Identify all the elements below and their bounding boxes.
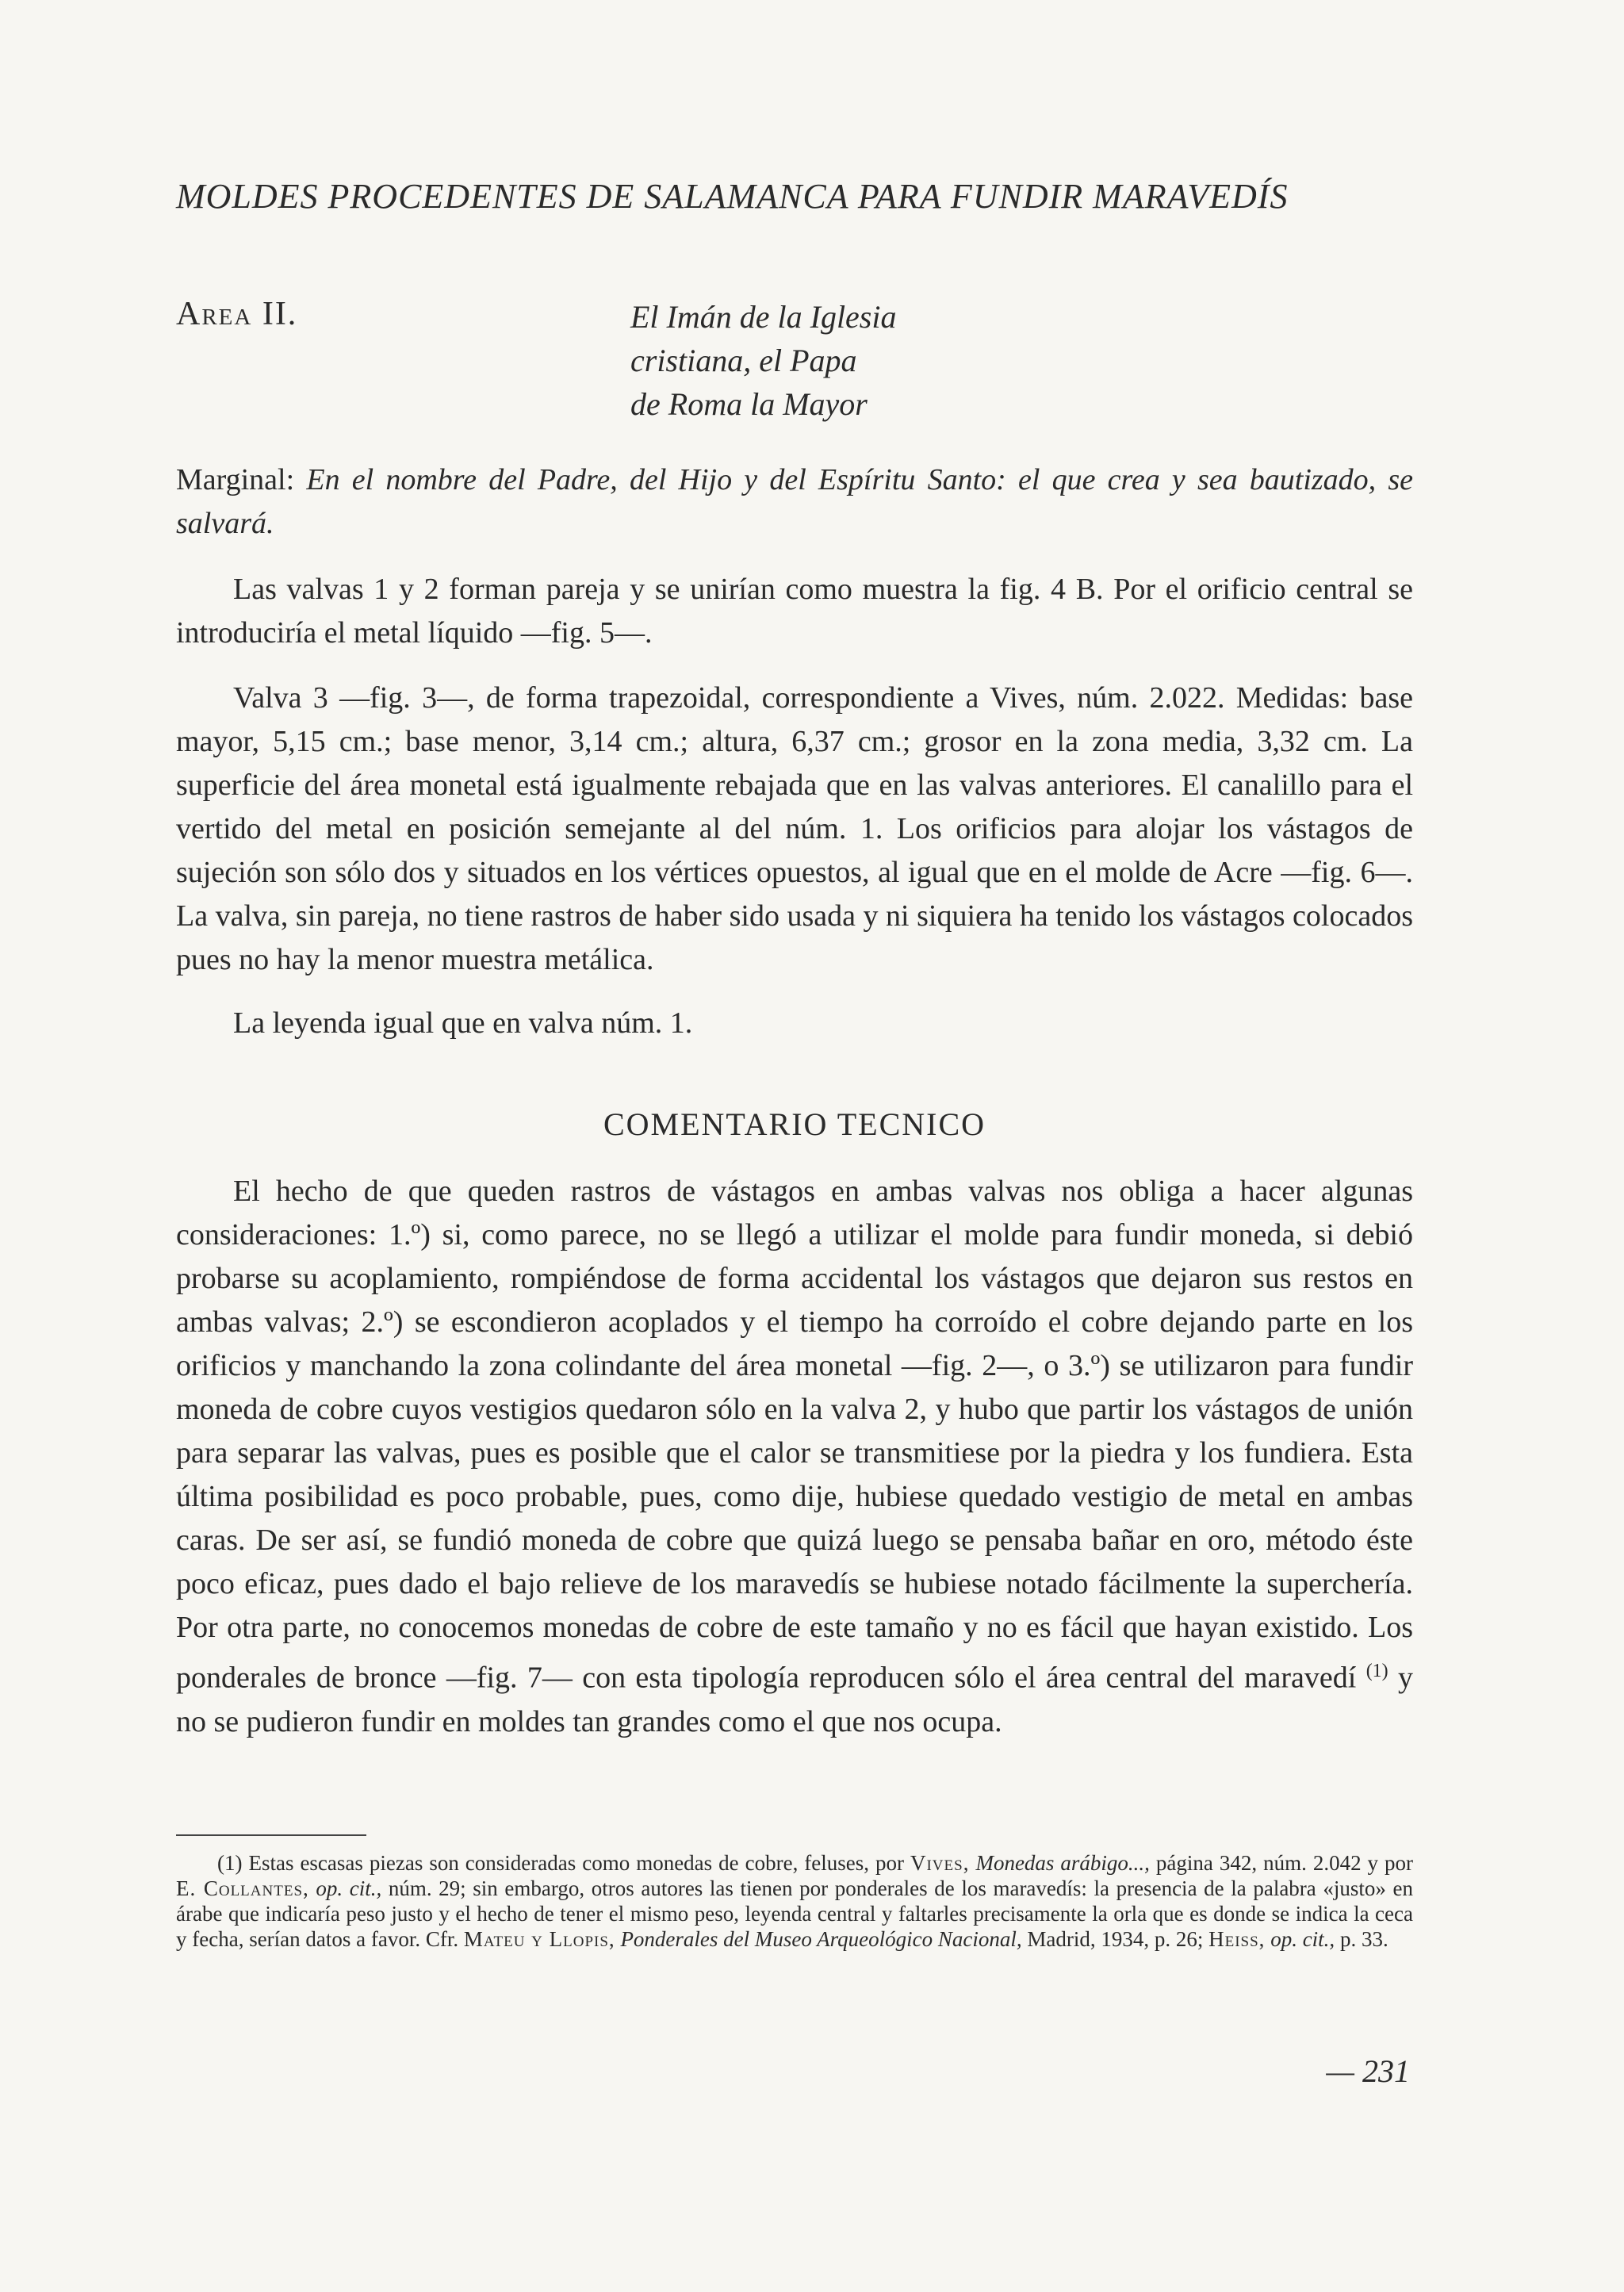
footnote-ref: (1) [1365, 1661, 1388, 1681]
footnote-title: op. cit., [1270, 1927, 1335, 1951]
footnote-title: Monedas arábigo..., [975, 1851, 1150, 1875]
area-label: Area II. [176, 296, 298, 332]
marginal-paragraph [176, 458, 1413, 546]
page-number: — 231 [1326, 2053, 1410, 2089]
running-head: MOLDES PROCEDENTES DE SALAMANCA PARA FUNDIR MARAVEDÍS [176, 177, 1289, 216]
footnote-author: E. Collantes, [176, 1876, 309, 1900]
marginal-text: En el nombre del Padre, del Hijo y del Espíritu Santo: el que crea y sea bautizado, se salvará. [176, 463, 1414, 540]
footnote-text: núm. 29; sin embargo, otros autores las tienen por ponderales de los maravedís: la presencia de la palabra «justo» en árabe que indicaría peso justo y el hecho de tener el mismo peso, leyenda central y faltarles precisamente la orla que es donde se indica la ceca y fecha, serían datos a favor. Cfr. [176, 1876, 1413, 1951]
footnote-divider [176, 1834, 366, 1836]
footnote-text: página 342, núm. 2.042 y por [1155, 1851, 1414, 1875]
commentary-paragraph [176, 1170, 1413, 1744]
footnote-title: Ponderales del Museo Arqueológico Nacional, [620, 1927, 1022, 1951]
footnote-author: Mateu y Llopis, [463, 1927, 615, 1951]
footnote-text: Estas escasas piezas son consideradas como monedas de cobre, feluses, por [248, 1851, 904, 1875]
footnote-author: Heiss, [1208, 1927, 1266, 1951]
commentary-text: El hecho de que queden rastros de vástagos en ambas valvas nos obliga a hacer algunas consideraciones: 1.º) si, como parece, no se llegó a utilizar el molde para fundir moneda, si debió probarse su acoplamiento, rompiéndose de forma accidental los vástagos que dejaron sus restos en ambas valvas; 2.º) se escondieron acoplados y el tiempo ha corroído el cobre dejando parte en los orificios y manchando la zona colindante del área monetal —fig. 2—, o 3.º) se utilizaron para fundir moneda de cobre cuyos vestigios quedaron sólo en la valva 2, y hubo que partir los vástagos de unión para separar las valvas, pues es posible que el calor se transmitiese por la piedra y los fundiera. Esta última posibilidad es poco probable, pues, como dije, hubiese quedado vestigio de metal en ambas caras. De ser así, se fundió moneda de cobre que quizá luego se pensaba bañar en oro, método éste poco eficaz, pues dado el bajo relieve de los maravedís se hubiese notado fácilmente la superchería. Por otra parte, no conocemos monedas de cobre de este tamaño y no es fácil que hayan existido. Los ponderales de bronce —fig. 7— con esta tipología reproducen sólo el área central del maravedí [176, 1175, 1413, 1695]
footnote-mark: (1) [217, 1851, 243, 1875]
paragraph: Las valvas 1 y 2 forman pareja y se unirían como muestra la fig. 4 B. Por el orificio central se introduciría el metal líquido —fig. 5—. [176, 573, 1413, 650]
section-heading: COMENTARIO TECNICO [603, 1106, 986, 1142]
paragraph: La leyenda igual que en valva núm. 1. [233, 1006, 693, 1040]
area-legend [630, 295, 897, 426]
legend-line: cristiana, el Papa [630, 343, 857, 378]
marginal-label: Marginal: [176, 463, 295, 496]
footnote-title: op. cit., [316, 1876, 382, 1900]
footnote-text: Madrid, 1934, p. 26; [1027, 1927, 1204, 1951]
commentary-text: y no se pudieron fundir en moldes tan grandes como el que nos ocupa. [176, 1661, 1414, 1738]
footnote-text: p. 33. [1339, 1927, 1388, 1951]
paragraph: Valva 3 —fig. 3—, de forma trapezoidal, correspondiente a Vives, núm. 2.022. Medidas: base mayor, 5,15 cm.; base menor, 3,14 cm.; altura, 6,37 cm.; grosor en la zona media, 3,32 cm. La superficie del área monetal está igualmente rebajada que en las valvas anteriores. El canalillo para el vertido del metal en posición semejante al del núm. 1. Los orificios para alojar los vástagos de sujeción son sólo dos y situados en los vértices opuestos, al igual que en el molde de Acre —fig. 6—. La valva, sin pareja, no tiene rastros de haber sido usada y ni siquiera ha tenido los vástagos colocados pues no hay la menor muestra metálica. [176, 681, 1413, 976]
legend-line: de Roma la Mayor [630, 386, 868, 422]
footnote [176, 1850, 1413, 1952]
legend-line: El Imán de la Iglesia [630, 299, 897, 335]
footnote-author: Vives, [910, 1851, 970, 1875]
